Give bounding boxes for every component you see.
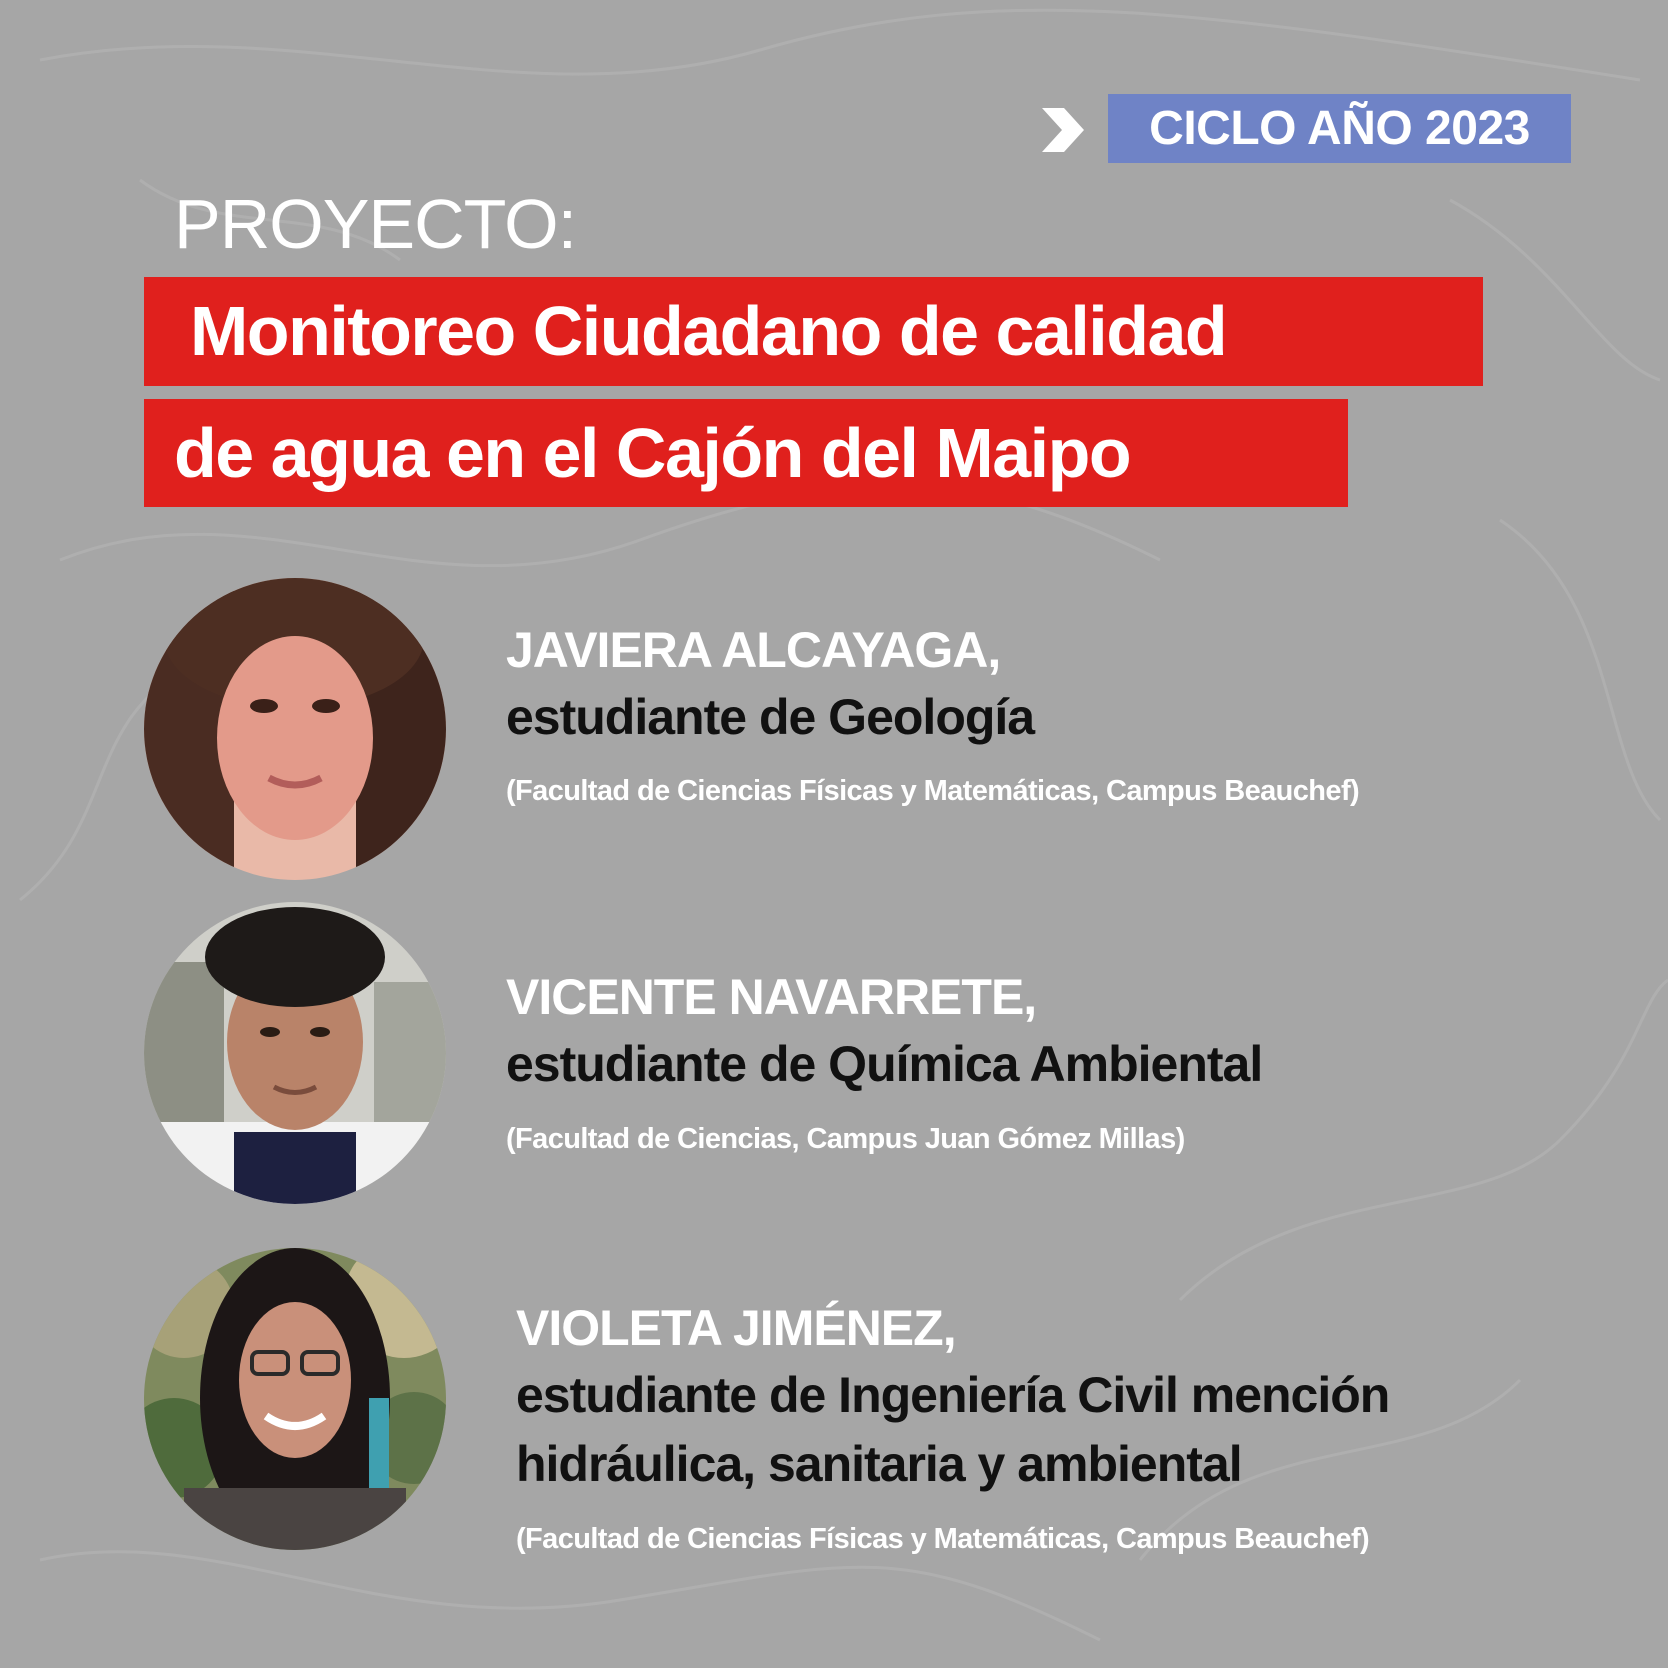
person-affiliation: (Facultad de Ciencias Físicas y Matemáticas, Campus Beauchef) [516, 1523, 1370, 1555]
person-name: VICENTE NAVARRETE, [506, 969, 1037, 1025]
person-role: estudiante de Ingeniería Civil mención [516, 1367, 1390, 1423]
person-affiliation: (Facultad de Ciencias Físicas y Matemáticas, Campus Beauchef) [506, 775, 1360, 807]
chevron-right-icon [1040, 106, 1086, 154]
cycle-badge: CICLO AÑO 2023 [1108, 94, 1571, 163]
avatar-violeta [144, 1248, 446, 1550]
avatar-vicente [144, 902, 446, 1204]
person-name: VIOLETA JIMÉNEZ, [516, 1300, 956, 1356]
project-label: PROYECTO: [174, 185, 577, 263]
person-role: estudiante de Geología [506, 689, 1035, 745]
project-title-line-2: de agua en el Cajón del Maipo [144, 399, 1348, 507]
person-name: JAVIERA ALCAYAGA, [506, 622, 1001, 678]
person-affiliation: (Facultad de Ciencias, Campus Juan Gómez Millas) [506, 1123, 1185, 1155]
person-role: estudiante de Química Ambiental [506, 1036, 1263, 1092]
person-role-continued: hidráulica, sanitaria y ambiental [516, 1436, 1242, 1492]
project-title-line-1: Monitoreo Ciudadano de calidad [144, 277, 1483, 386]
avatar-javiera [144, 578, 446, 880]
